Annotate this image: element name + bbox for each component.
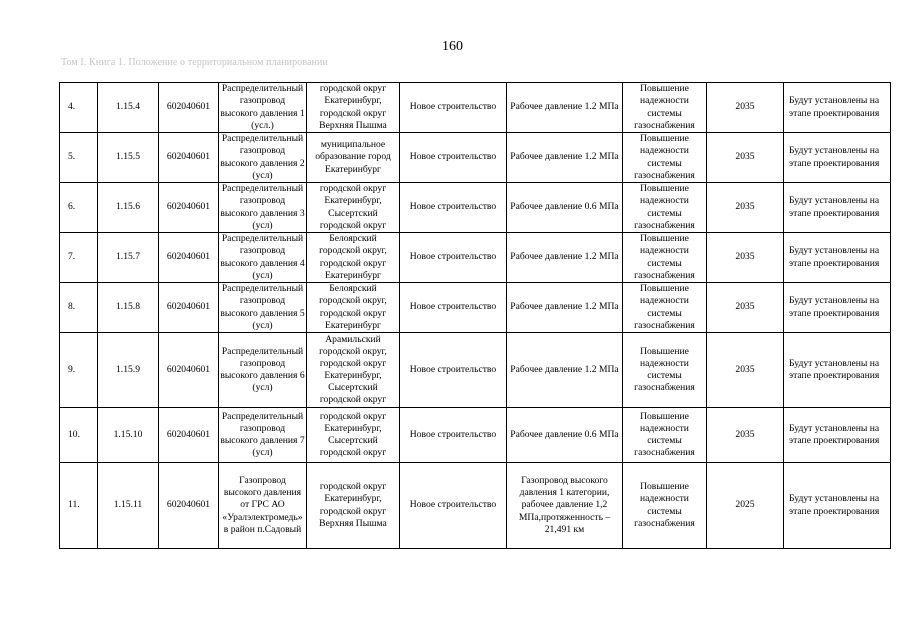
object-zone: Будут установлены на этапе проектирования <box>784 283 891 333</box>
activity-type: Новое строительство <box>400 283 507 333</box>
object-year: 2035 <box>707 408 784 463</box>
classifier-code: 602040601 <box>159 183 219 233</box>
object-purpose: Повышение надежности системы газоснабжения <box>623 83 707 133</box>
row-number: 11. <box>60 463 98 549</box>
object-location: городской округ Екатеринбург, Сысертский городской округ <box>307 408 400 463</box>
row-number: 7. <box>60 233 98 283</box>
object-purpose: Повышение надежности системы газоснабжения <box>623 233 707 283</box>
activity-type: Новое строительство <box>400 463 507 549</box>
row-number: 6. <box>60 183 98 233</box>
object-purpose: Повышение надежности системы газоснабжения <box>623 463 707 549</box>
object-code: 1.15.5 <box>98 133 159 183</box>
activity-type: Новое строительство <box>400 408 507 463</box>
object-code: 1.15.8 <box>98 283 159 333</box>
classifier-code: 602040601 <box>159 83 219 133</box>
object-parameters: Рабочее давление 1.2 МПа <box>507 83 623 133</box>
object-code: 1.15.10 <box>98 408 159 463</box>
table-row <box>60 333 891 408</box>
classifier-code: 602040601 <box>159 133 219 183</box>
classifier-code: 602040601 <box>159 283 219 333</box>
table-row <box>60 133 891 183</box>
row-number: 4. <box>60 83 98 133</box>
object-location: городской округ Екатеринбург, городской округ Верхняя Пышма <box>307 463 400 549</box>
object-name: Распределительный газопровод высокого давления 5 (усл) <box>220 283 305 331</box>
object-purpose: Повышение надежности системы газоснабжения <box>623 333 707 408</box>
object-name: Распределительный газопровод высокого давления 4 (усл) <box>220 233 305 281</box>
classifier-code: 602040601 <box>159 333 219 408</box>
object-year: 2035 <box>707 233 784 283</box>
table-row <box>60 463 891 549</box>
object-parameters: Рабочее давление 1.2 МПа <box>507 333 623 408</box>
object-year: 2035 <box>707 183 784 233</box>
object-code: 1.15.4 <box>98 83 159 133</box>
object-zone: Будут установлены на этапе проектирования <box>784 183 891 233</box>
object-code: 1.15.11 <box>98 463 159 549</box>
object-parameters: Рабочее давление 0.6 МПа <box>507 408 623 463</box>
object-year: 2035 <box>707 83 784 133</box>
object-purpose: Повышение надежности системы газоснабжения <box>623 408 707 463</box>
object-name: Распределительный газопровод высокого давления 2 (усл) <box>220 133 305 181</box>
running-header: Том I. Книга 1. Положение о территориальном планировании <box>61 57 328 68</box>
object-name: Распределительный газопровод высокого давления 1 (усл.) <box>220 83 305 131</box>
object-zone: Будут установлены на этапе проектирования <box>784 133 891 183</box>
object-year: 2035 <box>707 133 784 183</box>
object-purpose: Повышение надежности системы газоснабжения <box>623 283 707 333</box>
classifier-code: 602040601 <box>159 463 219 549</box>
activity-type: Новое строительство <box>400 333 507 408</box>
object-name: Газопровод высокого давления от ГРС АО «Уралэлектромедь» в район п.Садовый <box>219 463 307 549</box>
activity-type: Новое строительство <box>400 183 507 233</box>
classifier-code: 602040601 <box>159 233 219 283</box>
row-number: 10. <box>60 408 98 463</box>
object-year: 2025 <box>707 463 784 549</box>
activity-type: Новое строительство <box>400 83 507 133</box>
object-location: городской округ Екатеринбург, Сысертский городской округ <box>307 183 400 233</box>
objects-table <box>59 82 891 549</box>
object-parameters: Рабочее давление 1.2 МПа <box>507 133 623 183</box>
row-number: 8. <box>60 283 98 333</box>
object-parameters: Рабочее давление 0.6 МПа <box>507 183 623 233</box>
object-location: Белоярский городской округ, городской округ Екатеринбург <box>307 233 400 283</box>
table-row <box>60 408 891 463</box>
object-parameters: Газопровод высокого давления 1 категории, рабочее давление 1,2 МПа,протяженность – 21,491 км <box>507 463 623 549</box>
object-purpose: Повышение надежности системы газоснабжения <box>623 133 707 183</box>
table-row <box>60 83 891 133</box>
object-name: Распределительный газопровод высокого давления 7 (усл) <box>219 408 307 463</box>
object-zone: Будут установлены на этапе проектирования <box>784 333 891 408</box>
object-parameters: Рабочее давление 1.2 МПа <box>507 233 623 283</box>
object-name: Распределительный газопровод высокого давления 6 (усл) <box>219 333 307 408</box>
object-zone: Будут установлены на этапе проектирования <box>784 408 891 463</box>
object-zone: Будут установлены на этапе проектирования <box>784 233 891 283</box>
object-code: 1.15.9 <box>98 333 159 408</box>
page-number: 160 <box>442 39 463 54</box>
object-location: Арамильский городской округ, городской округ Екатеринбург, Сысертский городской округ <box>307 333 400 408</box>
object-name: Распределительный газопровод высокого давления 3 (усл) <box>220 183 305 231</box>
object-year: 2035 <box>707 333 784 408</box>
table-row <box>60 283 891 333</box>
table-row <box>60 183 891 233</box>
object-purpose: Повышение надежности системы газоснабжения <box>623 183 707 233</box>
object-code: 1.15.7 <box>98 233 159 283</box>
table-row <box>60 233 891 283</box>
object-location: муниципальное образование город Екатеринбург <box>307 133 400 183</box>
activity-type: Новое строительство <box>400 133 507 183</box>
activity-type: Новое строительство <box>400 233 507 283</box>
object-location: городской округ Екатеринбург, городской округ Верхняя Пышма <box>307 83 400 133</box>
row-number: 5. <box>60 133 98 183</box>
object-zone: Будут установлены на этапе проектирования <box>784 83 891 133</box>
row-number: 9. <box>60 333 98 408</box>
object-code: 1.15.6 <box>98 183 159 233</box>
object-location: Белоярский городской округ, городской округ Екатеринбург <box>307 283 400 333</box>
classifier-code: 602040601 <box>159 408 219 463</box>
object-zone: Будут установлены на этапе проектирования <box>784 463 891 549</box>
object-parameters: Рабочее давление 1.2 МПа <box>507 283 623 333</box>
object-year: 2035 <box>707 283 784 333</box>
